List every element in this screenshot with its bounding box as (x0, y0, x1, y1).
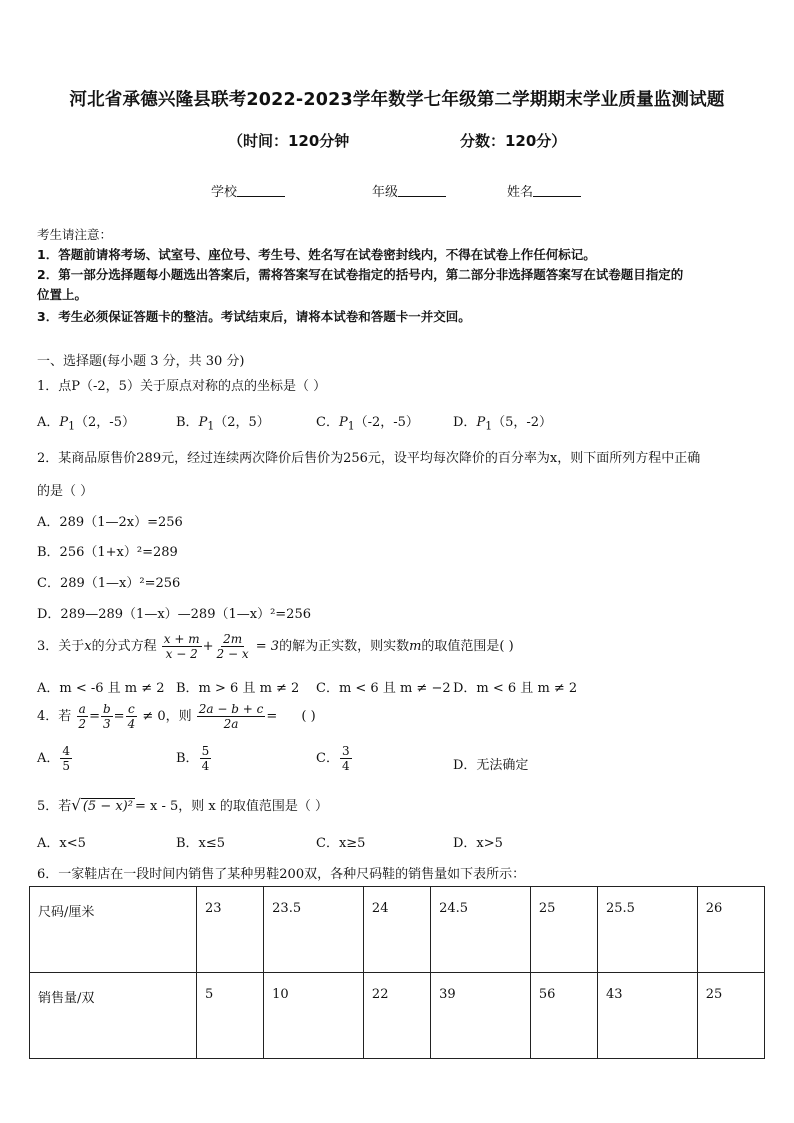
q1-stem: 1．点P（-2，5）关于原点对称的点的坐标是（ ） (37, 379, 327, 394)
q3-fraction-2 (215, 632, 251, 661)
size-cell: 23 (197, 887, 264, 973)
q1-c-value: （-2，-5） (354, 415, 419, 430)
q4-pre: 4．若 (37, 709, 72, 724)
q4-b-label: B． (176, 751, 199, 766)
size-cell: 25 (530, 887, 597, 973)
q1-b-point: P (198, 415, 208, 430)
q4-c-frac (340, 744, 352, 773)
q2-option-c[interactable]: C．289（1—x）²=256 (37, 576, 181, 591)
q4-c-label: C． (316, 751, 339, 766)
notice-item-3-text: 3．考生必须保证答题卡的整洁。考试结束后，请将本试卷和答题卡一并交回。 (37, 309, 471, 324)
q4-fe-den: 2a (223, 717, 239, 731)
q4-a-den: 5 (62, 759, 71, 773)
notice-item-2 (37, 265, 683, 283)
q5-option-a[interactable]: A．x<5 (37, 836, 86, 851)
q1-d-label: D． (453, 415, 477, 430)
q1-d-sub: 1 (485, 419, 493, 433)
q3-f2-num: 2m (223, 632, 243, 646)
q4-fe-num: 2a − b + c (198, 702, 264, 716)
exam-score: 分数：120分） (460, 132, 567, 150)
q1-b-value: （2，5） (214, 415, 270, 430)
q4-fb-num: b (102, 702, 111, 716)
q4-fa-den: 2 (78, 717, 87, 731)
shoe-sales-table (29, 886, 765, 1059)
q3-option-c[interactable]: C．m < 6 且 m ≠ −2 (316, 681, 451, 696)
sales-cell: 39 (431, 973, 531, 1059)
q4-frac-b (101, 702, 113, 731)
q3-option-a[interactable]: A．m < -6 且 m ≠ 2 (37, 681, 165, 696)
grade-blank[interactable] (398, 184, 446, 197)
notice-item-3 (37, 307, 471, 325)
q4-fb-den: 3 (102, 717, 111, 731)
q3-option-d[interactable]: D．m < 6 且 m ≠ 2 (453, 681, 578, 696)
size-cell: 24 (363, 887, 430, 973)
q1-option-c[interactable] (316, 411, 419, 433)
name-blank[interactable] (533, 184, 581, 197)
q1-option-b[interactable] (176, 411, 270, 433)
q5-option-c[interactable]: C．x≥5 (316, 836, 366, 851)
q1-d-point: P (476, 415, 486, 430)
q1-d-value: （5，-2） (492, 415, 553, 430)
q1-a-point: P (59, 415, 69, 430)
notice-item-1 (37, 245, 596, 263)
name-label: 姓名 (507, 185, 534, 200)
q4-blank: ( ) (301, 709, 316, 724)
q3-eq: = 3 (255, 639, 280, 654)
row-header-size: 尺码/厘米 (30, 887, 197, 973)
q2-option-b[interactable]: B．256（1+x）²=289 (37, 545, 178, 560)
q3-option-b[interactable]: B．m > 6 且 m ≠ 2 (176, 681, 300, 696)
q3-f1-den: x − 2 (165, 647, 198, 661)
school-label: 学校 (211, 185, 238, 200)
size-cell: 23.5 (264, 887, 364, 973)
q2-option-d[interactable]: D．289—289（1—x）—289（1—x）²=256 (37, 607, 311, 622)
q3-var-m: m (409, 639, 422, 654)
q4-option-d[interactable]: D．无法确定 (453, 758, 529, 773)
q4-frac-c (126, 702, 138, 731)
q5-option-b[interactable]: B．x≤5 (176, 836, 226, 851)
row-header-sales: 销售量/双 (30, 973, 197, 1059)
q4-b-num: 5 (201, 744, 210, 758)
notice-item-2-cont (37, 285, 87, 303)
grade-field[interactable] (372, 181, 446, 200)
q4-eq2: = (113, 709, 125, 724)
q5-stem (37, 795, 328, 814)
q1-a-sub: 1 (68, 419, 76, 433)
sales-cell: 22 (363, 973, 430, 1059)
sales-cell: 5 (197, 973, 264, 1059)
q4-b-frac (200, 744, 212, 773)
sales-cell: 43 (598, 973, 698, 1059)
q3-pre: 3．关于 (37, 639, 85, 654)
notice-item-1-text: 1．答题前请将考场、试室号、座位号、考生号、姓名写在试卷密封线内，不得在试卷上作任何标记。 (37, 247, 596, 262)
q4-ne: ≠ 0，则 (142, 709, 192, 724)
notice-item-2-cont-text: 位置上。 (37, 287, 88, 302)
q1-c-label: C． (316, 415, 339, 430)
q6-stem: 6．一家鞋店在一段时间内销售了某种男鞋200双，各种尺码鞋的销售量如下表所示： (37, 867, 526, 882)
sales-cell: 56 (530, 973, 597, 1059)
q4-fa-num: a (78, 702, 86, 716)
q4-c-den: 4 (341, 759, 350, 773)
q3-f1-num: x + m (163, 632, 200, 646)
section-heading: 一、选择题(每小题 3 分，共 30 分) (37, 354, 245, 369)
school-field[interactable] (211, 181, 285, 200)
q5-option-d[interactable]: D．x>5 (453, 836, 503, 851)
q4-a-frac (60, 744, 72, 773)
size-cell: 24.5 (431, 887, 531, 973)
q3-end: 的取值范围是( ) (421, 639, 514, 654)
q5-post: = x - 5，则 x 的取值范围是（ ） (134, 799, 328, 814)
notice-item-2-text: 2．第一部分选择题每小题选出答案后，需将答案写在试卷指定的括号内，第二部分非选择题答案写在试卷题目指定的 (37, 267, 684, 282)
q1-a-label: A． (37, 415, 60, 430)
q4-option-a[interactable] (37, 744, 73, 773)
q2-stem-line2: 的是（ ） (37, 484, 94, 499)
q3-fraction-1 (162, 632, 202, 661)
q4-frac-a (76, 702, 88, 731)
q1-c-sub: 1 (347, 419, 355, 433)
q4-option-b[interactable] (176, 744, 212, 773)
q2-stem-line1: 2．某商品原售价289元，经过连续两次降价后售价为256元，设平均每次降价的百分率为x，则下面所列方程中正确 (37, 451, 701, 466)
sales-cell: 10 (264, 973, 364, 1059)
q4-eq3: = (266, 709, 278, 724)
sales-cell: 25 (697, 973, 764, 1059)
q5-pre: 5．若 (37, 799, 72, 814)
q4-c-num: 3 (341, 744, 350, 758)
q3-var-x: x (84, 639, 92, 654)
table-row (30, 973, 765, 1059)
q1-b-label: B． (176, 415, 199, 430)
q1-c-point: P (338, 415, 348, 430)
q1-option-a[interactable] (37, 411, 135, 433)
q4-frac-expr (197, 702, 266, 731)
q1-option-d[interactable] (453, 411, 552, 433)
q3-f2-den: 2 − x (216, 647, 249, 661)
q3-stem (37, 632, 514, 661)
size-cell: 26 (697, 887, 764, 973)
sqrt-icon: √ (71, 796, 81, 814)
q4-a-num: 4 (62, 744, 71, 758)
table-row (30, 887, 765, 973)
grade-label: 年级 (372, 185, 399, 200)
q2-option-a[interactable]: A．289（1—2x）=256 (37, 515, 183, 530)
size-cell: 25.5 (598, 887, 698, 973)
q4-a-label: A． (37, 751, 60, 766)
name-field[interactable] (507, 181, 581, 200)
q4-option-c[interactable] (316, 744, 353, 773)
q5-root: (5 − x)² (82, 799, 133, 814)
school-blank[interactable] (237, 184, 285, 197)
q4-stem (37, 702, 316, 731)
q1-a-value: （2，-5） (75, 415, 135, 430)
q3-mid: 的分式方程 (91, 639, 157, 654)
exam-time: （时间：120分钟 (228, 132, 350, 150)
q3-post: 的解为正实数，则实数 (279, 639, 410, 654)
q1-b-sub: 1 (207, 419, 215, 433)
q4-fc-den: 4 (127, 717, 136, 731)
q4-fc-num: c (128, 702, 135, 716)
q4-eq1: = (89, 709, 100, 724)
page-title: 河北省承德兴隆县联考2022-2023学年数学七年级第二学期期末学业质量监测试题 (69, 90, 725, 110)
notice-heading: 考生请注意： (37, 227, 113, 242)
q4-b-den: 4 (201, 759, 210, 773)
q3-plus: + (202, 639, 214, 654)
